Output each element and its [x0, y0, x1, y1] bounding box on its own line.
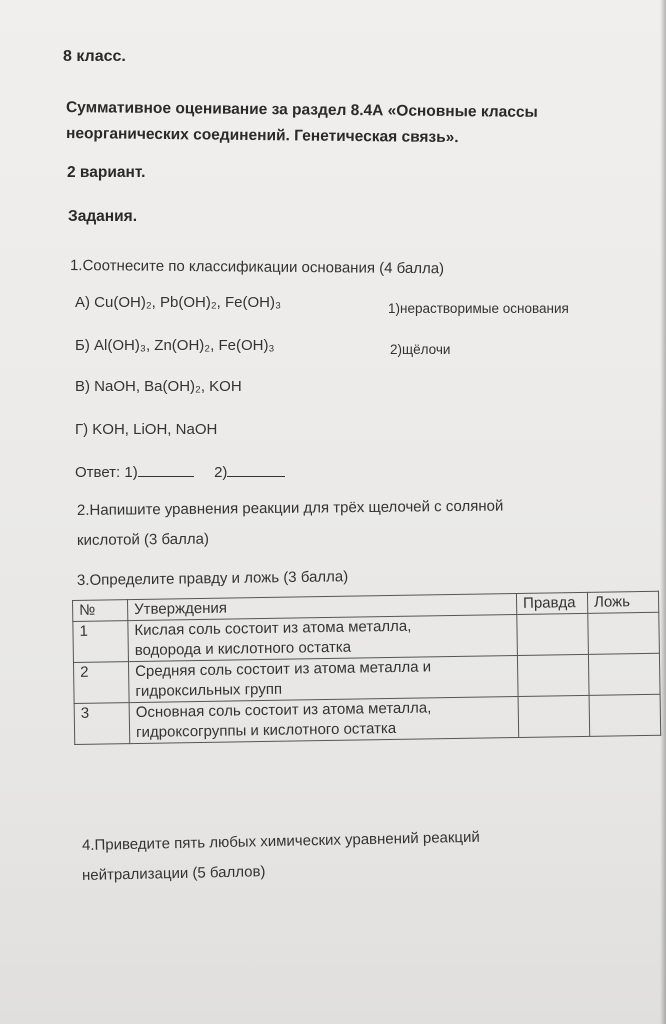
row-number: 2 — [73, 662, 129, 704]
option-letter: В) — [75, 378, 90, 395]
row-statement — [129, 697, 519, 744]
task4-line-2: нейтрализации (5 баллов) — [81, 863, 266, 884]
task1-option-a — [75, 293, 281, 313]
row-statement — [128, 656, 518, 703]
option-text: NaOH, Ba(OH)₂, KOH — [94, 378, 242, 395]
row-number: 1 — [73, 621, 129, 663]
page-edge-shadow — [660, 0, 666, 1024]
header-number: № — [73, 600, 128, 622]
task3-prompt: 3.Определите правду и ложь (3 балла) — [76, 568, 349, 589]
answer-blank-2[interactable] — [227, 462, 285, 477]
option-text: Cu(OH)₂, Pb(OH)₂, Fe(OH)₃ — [94, 294, 282, 311]
header-statements: Утверждения — [128, 594, 517, 621]
task2-line-1: 2.Напишите уравнения реакции для трёх щелочей с соляной — [76, 497, 504, 519]
option-letter: Г) — [75, 421, 89, 438]
task1-option-c — [75, 377, 242, 397]
true-false-table — [72, 591, 661, 745]
true-cell[interactable] — [517, 654, 589, 696]
row-statement — [128, 615, 518, 662]
false-cell[interactable] — [589, 694, 661, 736]
statement-line-1: Средняя соль состоит из атома металла и — [134, 658, 432, 681]
row-number: 3 — [74, 703, 130, 745]
option-letter: А) — [75, 294, 90, 311]
true-cell[interactable] — [518, 695, 590, 737]
statement-line-1: Основная соль состоит из атома металла, — [135, 699, 432, 722]
statement-line-2: гидроксильных групп — [135, 680, 283, 701]
task4-line-1: 4.Приведите пять любых химических уравнений реакций — [81, 828, 480, 854]
answer-label-1: Ответ: 1) — [75, 464, 138, 481]
answer-blank-1[interactable] — [138, 462, 194, 477]
option-text: Al(OH)₃, Zn(OH)₂, Fe(OH)₃ — [94, 337, 275, 354]
variant-label: 2 вариант. — [67, 164, 146, 181]
task1-class-1: 1)нерастворимые основания — [388, 301, 569, 316]
table-row — [74, 694, 661, 744]
task1-answer — [75, 462, 285, 483]
statement-line-1: Кислая соль состоит из атома металла, — [134, 617, 412, 640]
statement-line-2: водорода и кислотного остатка — [134, 638, 352, 660]
tasks-heading: Задания. — [68, 208, 138, 225]
false-cell[interactable] — [588, 612, 660, 654]
option-letter: Б) — [75, 337, 90, 354]
true-cell[interactable] — [517, 613, 589, 655]
header-false: Ложь — [587, 591, 658, 613]
task1-prompt: 1.Соотнесите по классификации основания (4 балла) — [69, 257, 445, 278]
task1-option-d — [75, 420, 217, 440]
title-line-1: Суммативное оценивание за раздел 8.4А «Основные классы — [65, 99, 538, 121]
statement-line-2: гидроксогруппы и кислотного остатка — [135, 719, 397, 742]
task1-option-b — [75, 336, 275, 356]
answer-label-2: 2) — [214, 464, 228, 481]
title-line-2: неорганических соединений. Генетическая связь». — [65, 125, 459, 147]
grade-label: 8 класс. — [63, 48, 126, 65]
option-text: KOH, LiOH, NaOH — [92, 421, 218, 438]
task2-line-2: кислотой (3 балла) — [76, 530, 209, 549]
header-true: Правда — [516, 592, 587, 614]
task1-class-2: 2)щёлочи — [390, 342, 451, 357]
false-cell[interactable] — [588, 653, 660, 695]
